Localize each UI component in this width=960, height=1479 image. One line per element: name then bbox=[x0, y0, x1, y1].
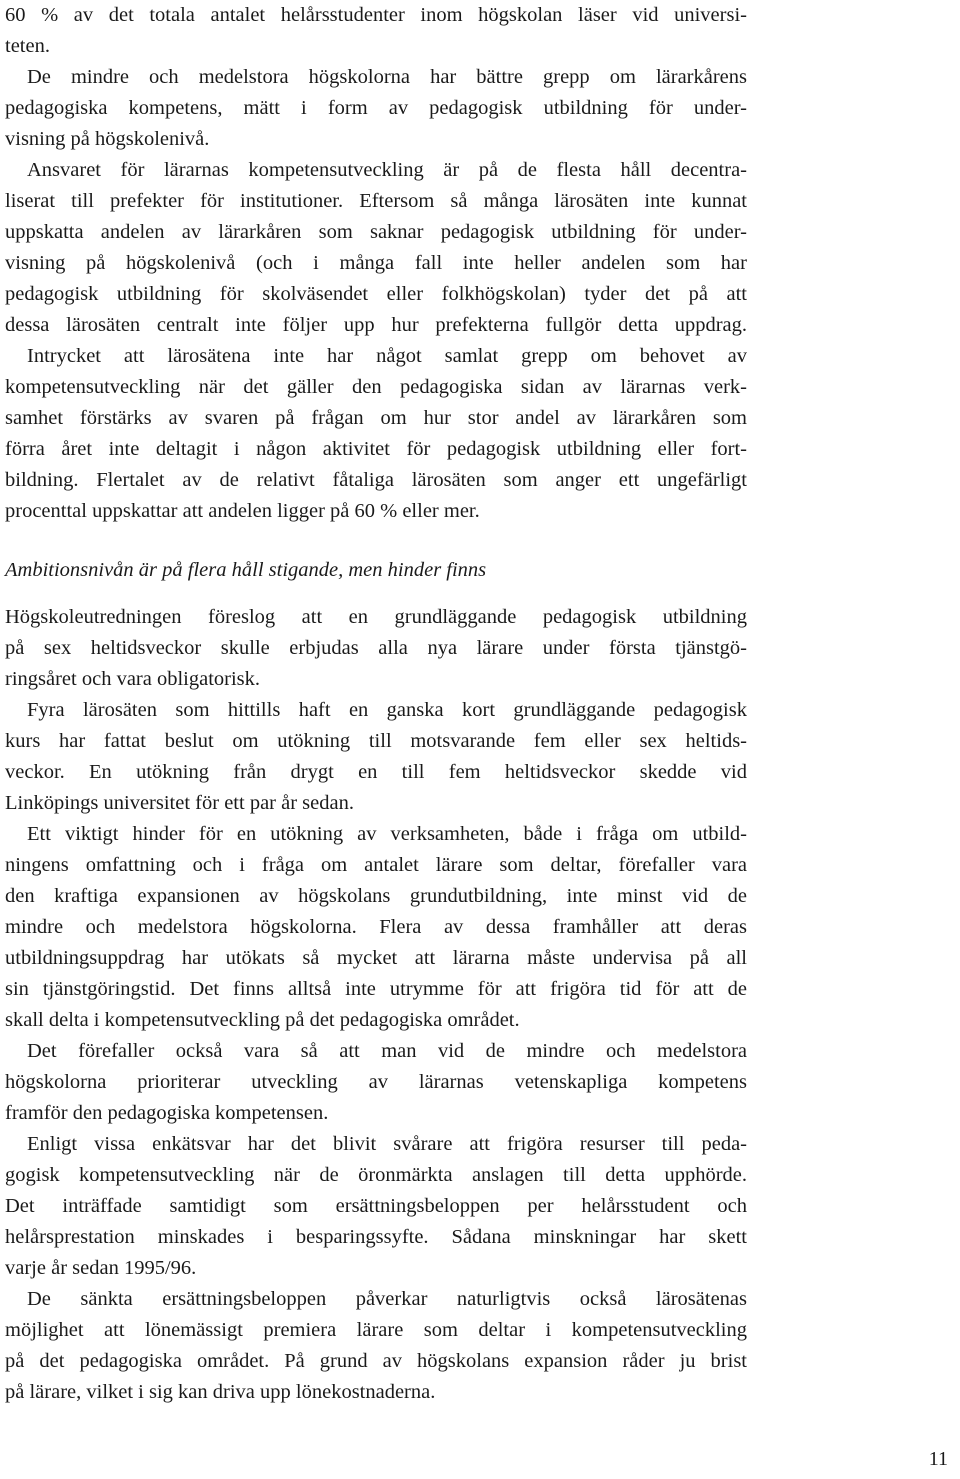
body-text-before bbox=[5, 0, 747, 527]
text-line: dessa lärosäten centralt inte följer upp hur prefekterna fullgör detta uppdrag. bbox=[5, 314, 747, 336]
text-line: gogisk kompetensutveckling när de öronmärkta anslagen till detta upphörde. bbox=[5, 1164, 747, 1186]
text-line: pedagogiska kompetens, mätt i form av pedagogisk utbildning för under- bbox=[5, 97, 747, 119]
paragraph bbox=[5, 602, 747, 695]
text-line: kompetensutveckling när det gäller den pedagogiska sidan av lärarnas verk- bbox=[5, 376, 747, 398]
text-line: Högskoleutredningen föreslog att en grundläggande pedagogisk utbildning bbox=[5, 606, 747, 628]
text-line: procenttal uppskattar att andelen ligger på 60 % eller mer. bbox=[5, 500, 480, 522]
paragraph bbox=[5, 1036, 747, 1129]
text-line: förra året inte deltagit i någon aktivitet för pedagogisk utbildning eller fort- bbox=[5, 438, 747, 460]
text-line: skall delta i kompetensutveckling på det pedagogiska området. bbox=[5, 1009, 520, 1031]
text-line: framför den pedagogiska kompetensen. bbox=[5, 1102, 329, 1124]
paragraph bbox=[5, 155, 747, 341]
text-line: Enligt vissa enkätsvar har det blivit svårare att frigöra resurser till peda- bbox=[27, 1133, 747, 1155]
text-line: möjlighet att lönemässigt premiera lärare som deltar i kompetensutveckling bbox=[5, 1319, 747, 1341]
body-text-after bbox=[5, 602, 747, 1408]
paragraph bbox=[5, 1129, 747, 1284]
text-line: Det förefaller också vara så att man vid de mindre och medelstora bbox=[27, 1040, 747, 1062]
text-line: på det pedagogiska området. På grund av högskolans expansion råder ju brist bbox=[5, 1350, 747, 1372]
text-line: liserat till prefekter för institutioner. Eftersom så många lärosäten inte kunnat bbox=[5, 190, 747, 212]
text-line: De sänkta ersättningsbeloppen påverkar naturligtvis också lärosätenas bbox=[27, 1288, 747, 1310]
text-line: uppskatta andelen av lärarkåren som saknar pedagogisk utbildning för under- bbox=[5, 221, 747, 243]
text-line: veckor. En utökning från drygt en till fem heltidsveckor skedde vid bbox=[5, 761, 747, 783]
paragraph bbox=[5, 62, 747, 155]
paragraph bbox=[5, 695, 747, 819]
text-line: Ansvaret för lärarnas kompetensutveckling är på de flesta håll decentra- bbox=[27, 159, 747, 181]
text-line: mindre och medelstora högskolorna. Flera av dessa framhåller att deras bbox=[5, 916, 747, 938]
text-line: helårsprestation minskades i besparingssyfte. Sådana minskningar har skett bbox=[5, 1226, 747, 1248]
text-line: samhet förstärks av svaren på frågan om hur stor andel av lärarkåren som bbox=[5, 407, 747, 429]
text-line: Linköpings universitet för ett par år sedan. bbox=[5, 792, 354, 814]
text-line: den kraftiga expansionen av högskolans grundutbildning, inte minst vid de bbox=[5, 885, 747, 907]
text-line: på sex heltidsveckor skulle erbjudas alla nya lärare under första tjänstgö- bbox=[5, 637, 747, 659]
text-line: Det inträffade samtidigt som ersättningsbeloppen per helårsstudent och bbox=[5, 1195, 747, 1217]
text-line: sin tjänstgöringstid. Det finns alltså inte utrymme för att frigöra tid för att de bbox=[5, 978, 747, 1000]
text-line: pedagogisk utbildning för skolväsendet eller folkhögskolan) tyder det på att bbox=[5, 283, 747, 305]
text-line: kurs har fattat beslut om utökning till motsvarande fem eller sex heltids- bbox=[5, 730, 747, 752]
text-line: Intrycket att lärosätena inte har något samlat grepp om behovet av bbox=[27, 345, 747, 367]
text-line: visning på högskolenivå (och i många fall inte heller andelen som har bbox=[5, 252, 747, 274]
text-line: utbildningsuppdrag har utökats så mycket att lärarna måste undervisa på all bbox=[5, 947, 747, 969]
heading-spacer bbox=[5, 586, 747, 602]
text-line: 60 % av det totala antalet helårsstudenter inom högskolan läser vid universi- bbox=[5, 4, 747, 26]
text-line: visning på högskolenivå. bbox=[5, 128, 210, 150]
text-line: högskolorna prioriterar utveckling av lärarnas vetenskapliga kompetens bbox=[5, 1071, 747, 1093]
text-line: varje år sedan 1995/96. bbox=[5, 1257, 197, 1279]
text-line: De mindre och medelstora högskolorna har bättre grepp om lärarkårens bbox=[27, 66, 747, 88]
paragraph bbox=[5, 1284, 747, 1408]
text-line: ningens omfattning och i fråga om antalet lärare som deltar, förefaller vara bbox=[5, 854, 747, 876]
document-page bbox=[5, 0, 747, 1408]
section-heading: Ambitionsnivån är på flera håll stigande, men hinder finns bbox=[5, 559, 487, 581]
paragraph bbox=[5, 341, 747, 527]
text-line: bildning. Flertalet av de relativt fåtaliga lärosäten som anger ett ungefärligt bbox=[5, 469, 747, 491]
heading-spacer bbox=[5, 527, 747, 555]
page-number: 11 bbox=[928, 1448, 948, 1470]
paragraph bbox=[5, 819, 747, 1036]
text-line: teten. bbox=[5, 35, 50, 57]
paragraph bbox=[5, 0, 747, 62]
text-line: ringsåret och vara obligatorisk. bbox=[5, 668, 261, 690]
text-line: på lärare, vilket i sig kan driva upp lönekostnaderna. bbox=[5, 1381, 436, 1403]
text-line: Fyra lärosäten som hittills haft en ganska kort grundläggande pedagogisk bbox=[27, 699, 747, 721]
text-line: Ett viktigt hinder för en utökning av verksamheten, både i fråga om utbild- bbox=[27, 823, 747, 845]
